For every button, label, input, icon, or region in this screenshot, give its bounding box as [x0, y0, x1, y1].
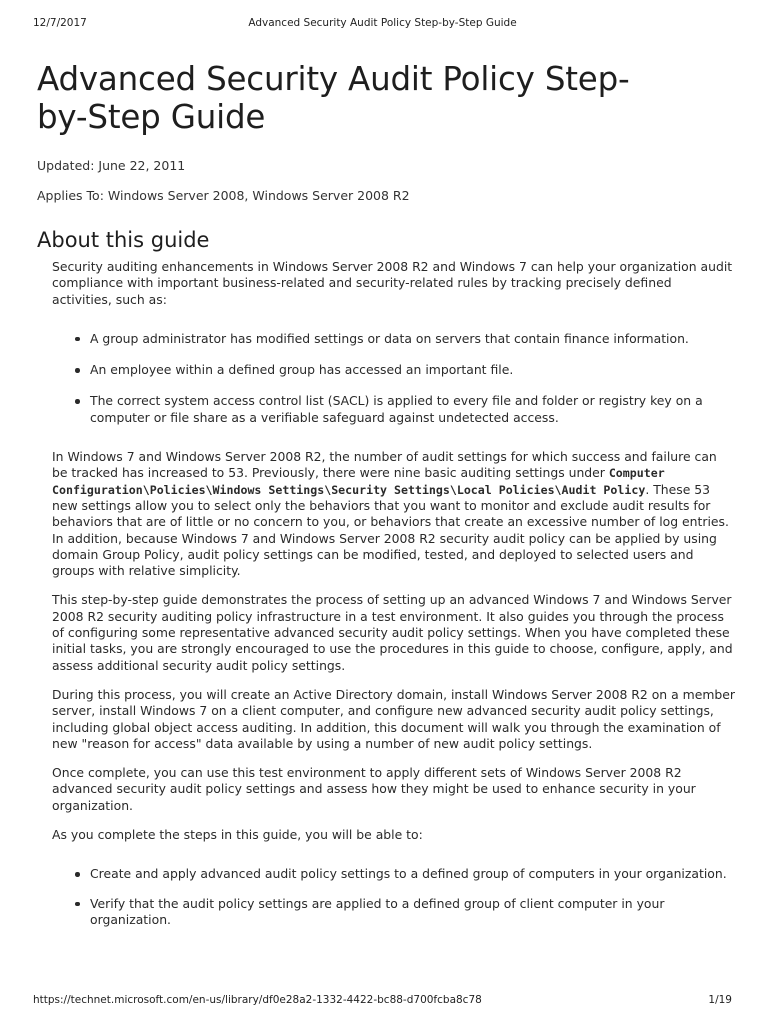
page-number: 1/19: [708, 994, 732, 1006]
completion-paragraph: Once complete, you can use this test environment to apply different sets of Windows Server 2008 R2 advanced security audit policy settings and assess how they might be used to enhance security in your organization.: [52, 765, 696, 813]
list-item: [52, 331, 735, 347]
print-footer: [33, 994, 732, 1008]
examples-list: [52, 331, 735, 426]
process-paragraph: During this process, you will create an Active Directory domain, install Windows Server 2008 R2 on a member server, install Windows 7 on a client computer, and configure new advanced security audit policy settings, including global object access auditing. In addition, this document will walk you through the examination of new "reason for access" data available by using a number of new audit policy settings.: [52, 686, 735, 751]
list-item-text: The correct system access control list (SACL) is applied to every file and folder or registry key on a computer or file share as a verifiable safeguard against undetected access.: [90, 393, 703, 425]
paragraph-text: In Windows 7 and Windows Server 2008 R2, the number of audit settings for which success and failure can be tracked has increased to 53. Previously, there were nine basic auditing settings under: [52, 449, 717, 481]
print-header: [33, 17, 732, 31]
article: [37, 60, 737, 928]
outcomes-list: [52, 866, 735, 928]
bullet-icon: [75, 872, 80, 877]
applies-to: Applies To: Windows Server 2008, Windows Server 2008 R2: [37, 188, 410, 203]
print-date: 12/7/2017: [33, 17, 87, 29]
page-title-line-2: by-Step Guide: [37, 98, 266, 136]
list-item: [52, 393, 735, 426]
list-item: [52, 362, 735, 378]
guide-purpose-paragraph: This step-by-step guide demonstrates the process of setting up an advanced Windows 7 and Windows Server 2008 R2 security auditing policy infrastructure in a test environment. It also guides you through the process of configuring some representative advanced security audit policy settings. When you have completed these initial tasks, you are strongly encouraged to use the procedures in this guide to choose, configure, apply, and assess additional security audit policy settings.: [52, 592, 733, 673]
paragraph-text: . These 53 new settings allow you to select only the behaviors that you want to monitor and exclude audit results for behaviors that are of little or no concern to you, or behaviors that create an excessive number of log entries. In addition, because Windows 7 and Windows Server 2008 R2 security audit policy can be applied by using domain Group Policy, audit policy settings can be modified, tested, and deployed to selected users and groups with relative simplicity.: [52, 481, 729, 579]
list-item: [52, 896, 735, 929]
page-title-line-1: Advanced Security Audit Policy Step-: [37, 60, 630, 98]
audit-settings-paragraph: [52, 449, 735, 579]
intro-paragraph: Security auditing enhancements in Windows Server 2008 R2 and Windows 7 can help your organization audit compliance with important business-related and security-related rules by tracking precisely defined activities, such as:: [52, 259, 733, 307]
list-item: [52, 866, 735, 882]
bullet-icon: [75, 337, 80, 342]
page-title: [37, 60, 737, 136]
list-item-text: An employee within a defined group has accessed an important file.: [90, 362, 514, 378]
section-heading: About this guide: [37, 228, 210, 252]
list-item-text: Verify that the audit policy settings are applied to a defined group of client computer in your organization.: [90, 895, 665, 927]
bullet-icon: [75, 399, 80, 404]
bullet-icon: [75, 368, 80, 373]
updated-date: Updated: June 22, 2011: [37, 158, 186, 173]
bullet-icon: [75, 902, 80, 907]
list-item-text: Create and apply advanced audit policy settings to a defined group of computers in your organization.: [90, 866, 727, 882]
page-url: https://technet.microsoft.com/en-us/library/df0e28a2-1332-4422-bc88-d700fcba8c78: [33, 994, 482, 1006]
list-item-text: A group administrator has modified settings or data on servers that contain finance information.: [90, 330, 689, 346]
policy-path: Computer Configuration\Policies\Windows Settings\Security Settings\Local Policies\Audit Policy: [52, 466, 665, 497]
section-body: [52, 259, 735, 928]
steps-intro-paragraph: As you complete the steps in this guide, you will be able to:: [52, 827, 423, 843]
print-title: Advanced Security Audit Policy Step-by-Step Guide: [248, 17, 517, 29]
